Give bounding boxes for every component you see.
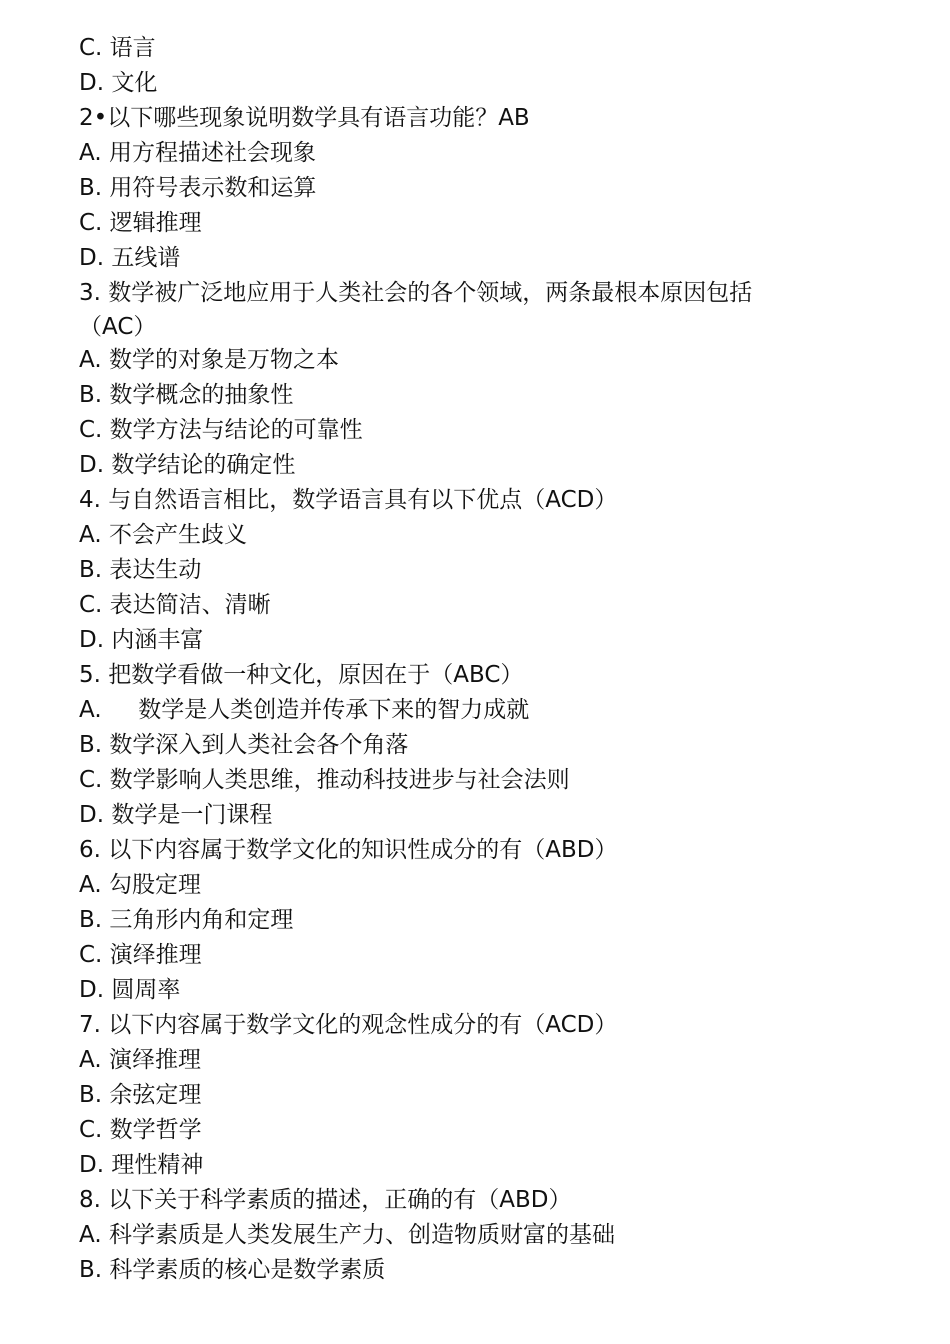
- q2-option-d: D. 五线谱: [79, 245, 181, 271]
- q4-option-d: D. 内涵丰富: [79, 627, 204, 653]
- question-4: 4. 与自然语言相比，数学语言具有以下优点（ACD）: [79, 487, 618, 513]
- q6-option-c: C. 演绎推理: [79, 942, 202, 968]
- q7-option-a: A. 演绎推理: [79, 1047, 201, 1073]
- q5-option-a: A. 数学是人类创造并传承下来的智力成就: [79, 697, 530, 723]
- q2-option-c: C. 逻辑推理: [79, 210, 202, 236]
- q4-option-b: B. 表达生动: [79, 557, 202, 583]
- question-2: 2•以下哪些现象说明数学具有语言功能？AB: [79, 105, 530, 131]
- q5-option-b: B. 数学深入到人类社会各个角落: [79, 732, 409, 758]
- question-3: 3. 数学被广泛地应用于人类社会的各个领域，两条最根本原因包括: [79, 280, 753, 306]
- question-3-answer: （AC）: [79, 314, 157, 340]
- q2-option-b: B. 用符号表示数和运算: [79, 175, 317, 201]
- q7-option-c: C. 数学哲学: [79, 1117, 202, 1143]
- q3-option-c: C. 数学方法与结论的可靠性: [79, 417, 363, 443]
- q4-option-a: A. 不会产生歧义: [79, 522, 247, 548]
- document-page: [79, 31, 869, 1288]
- q6-option-b: B. 三角形内角和定理: [79, 907, 294, 933]
- question-5: 5. 把数学看做一种文化，原因在于（ABC）: [79, 662, 524, 688]
- q3-option-b: B. 数学概念的抽象性: [79, 382, 294, 408]
- question-8: 8. 以下关于科学素质的描述，正确的有（ABD）: [79, 1187, 572, 1213]
- question-6: 6. 以下内容属于数学文化的知识性成分的有（ABD）: [79, 837, 618, 863]
- option-c-language: C. 语言: [79, 35, 156, 61]
- q3-option-a: A. 数学的对象是万物之本: [79, 347, 339, 373]
- q5-option-d: D. 数学是一门课程: [79, 802, 273, 828]
- q7-option-d: D. 理性精神: [79, 1152, 204, 1178]
- q5-option-c: C. 数学影响人类思维，推动科技进步与社会法则: [79, 767, 570, 793]
- q6-option-a: A. 勾股定理: [79, 872, 201, 898]
- q2-option-a: A. 用方程描述社会现象: [79, 140, 316, 166]
- option-d-culture: D. 文化: [79, 70, 158, 96]
- question-7: 7. 以下内容属于数学文化的观念性成分的有（ACD）: [79, 1012, 618, 1038]
- q8-option-a: A. 科学素质是人类发展生产力、创造物质财富的基础: [79, 1222, 615, 1248]
- q7-option-b: B. 余弦定理: [79, 1082, 202, 1108]
- q6-option-d: D. 圆周率: [79, 977, 181, 1003]
- q3-option-d: D. 数学结论的确定性: [79, 452, 296, 478]
- q8-option-b: B. 科学素质的核心是数学素质: [79, 1257, 386, 1283]
- q4-option-c: C. 表达简洁、清晰: [79, 592, 271, 618]
